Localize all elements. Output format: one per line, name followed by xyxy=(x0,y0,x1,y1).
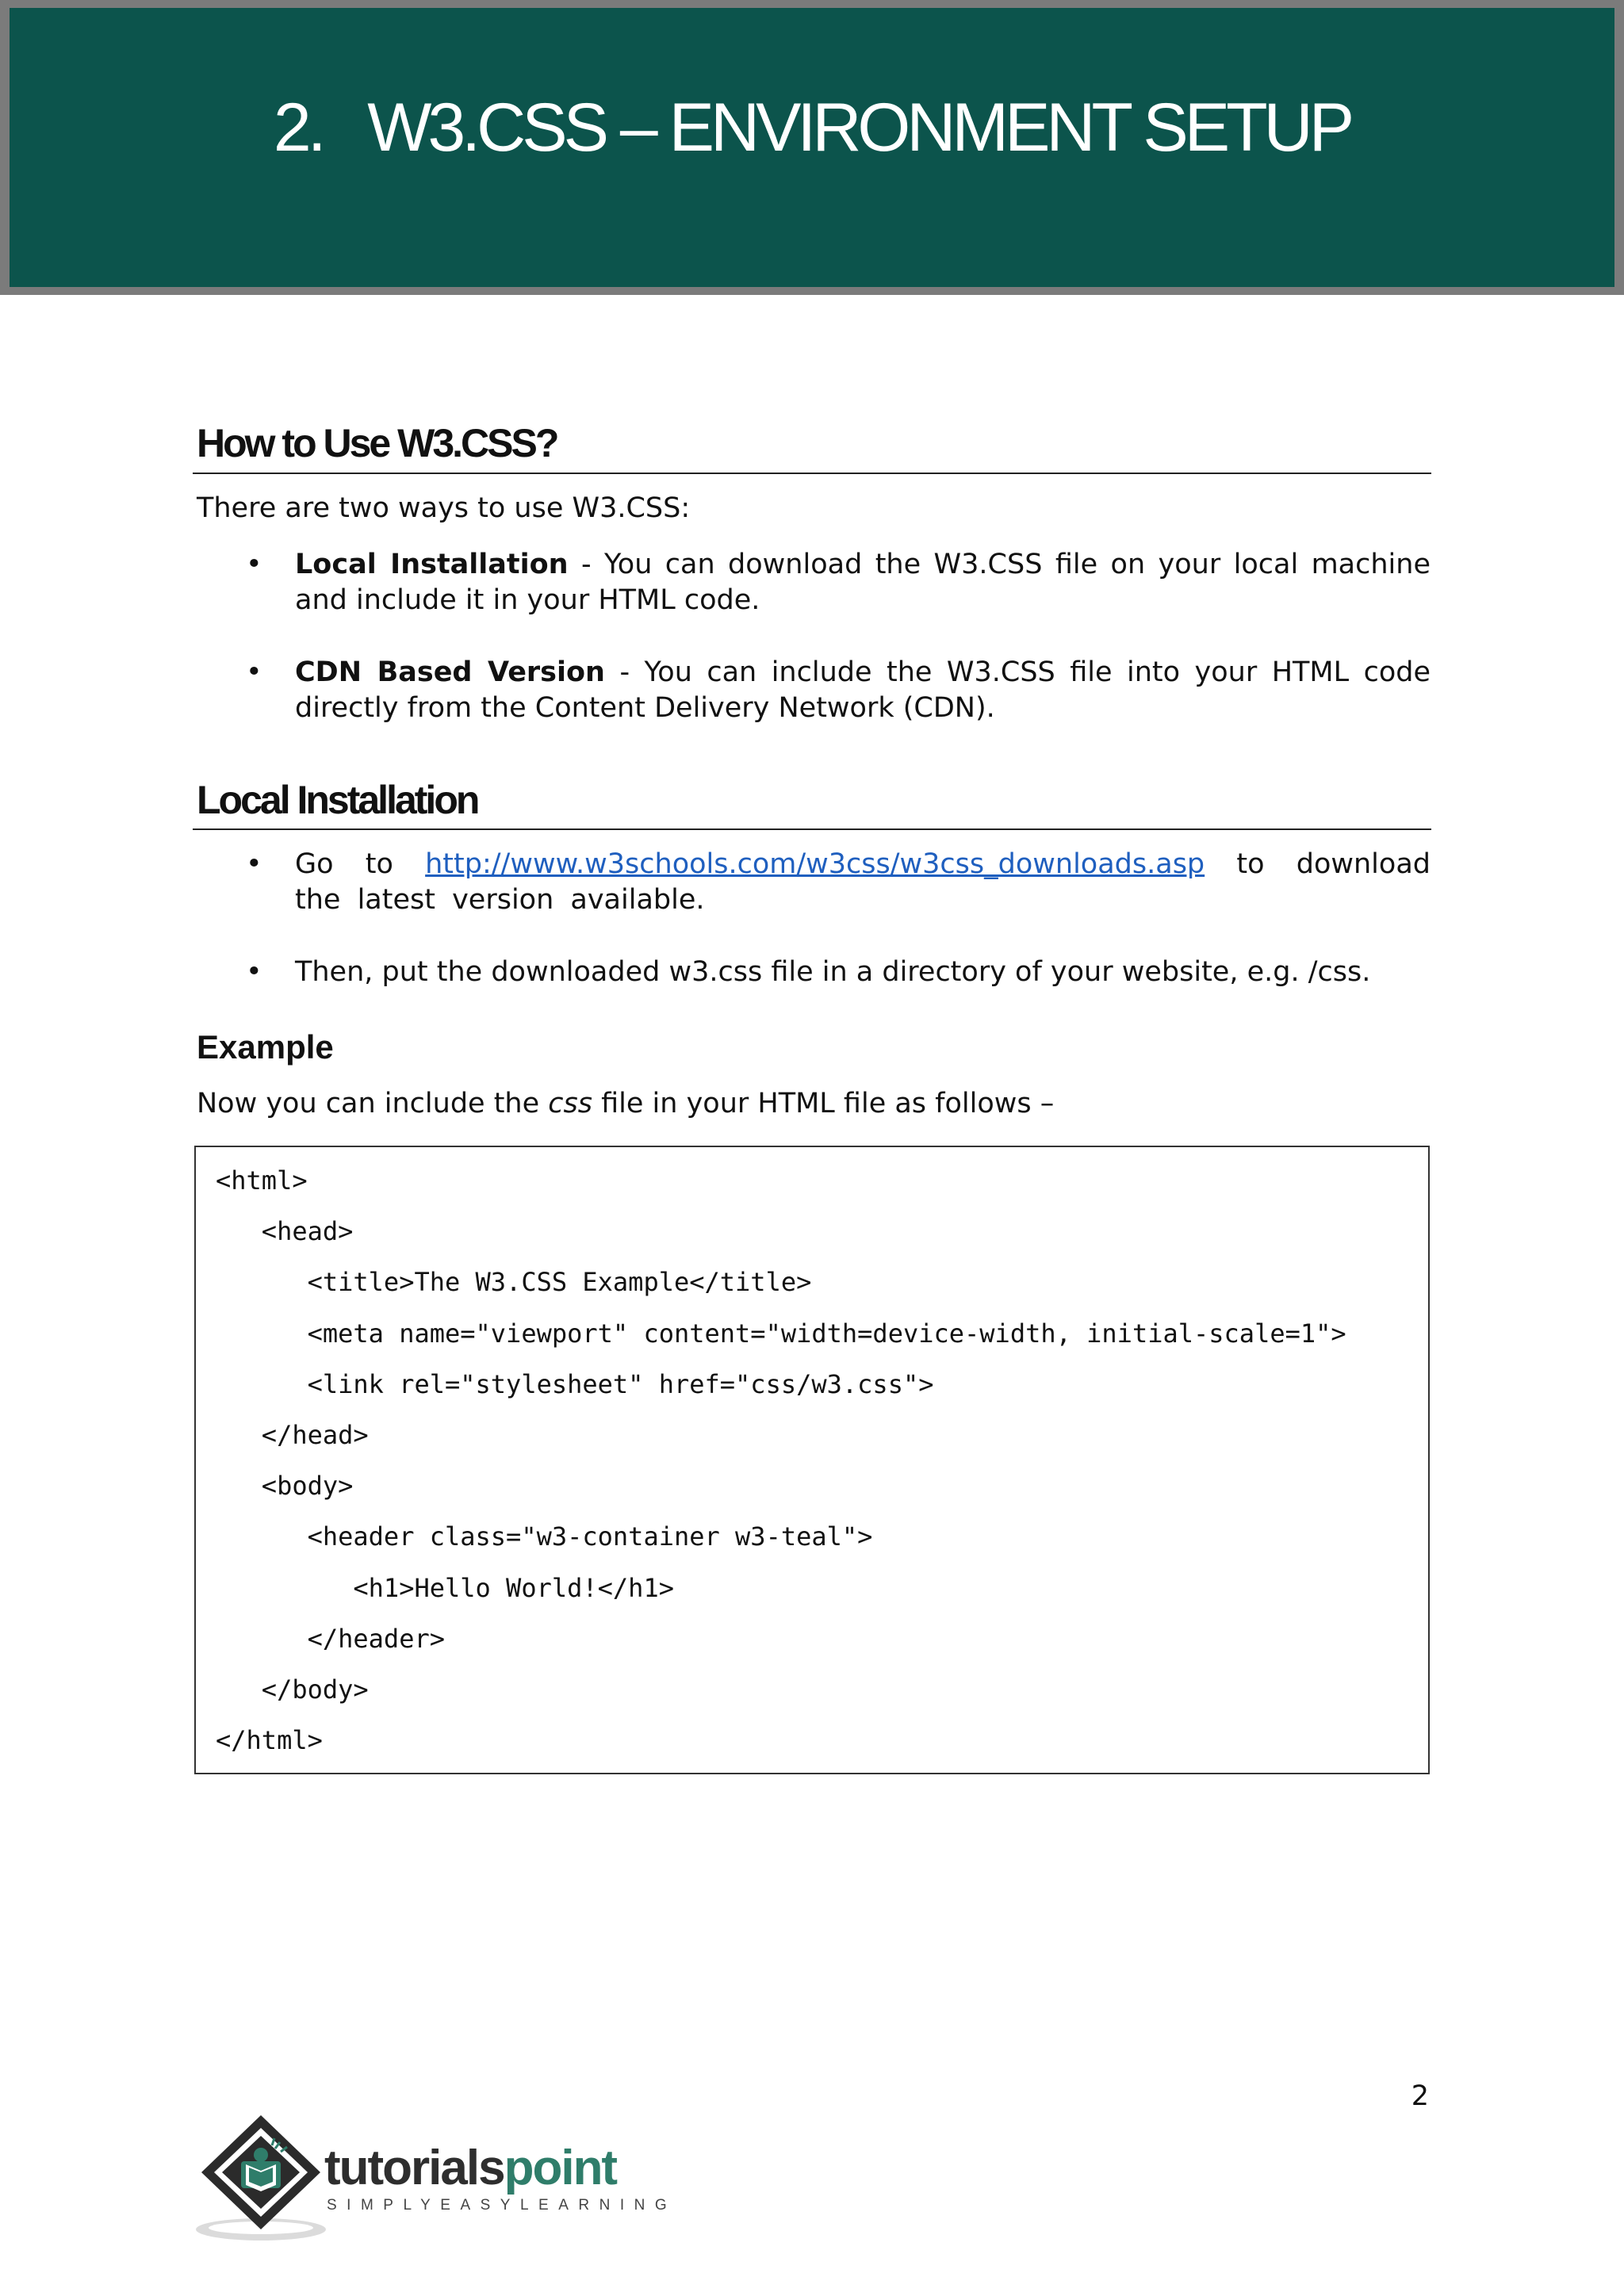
page-number: 2 xyxy=(1411,2080,1429,2112)
code-line: <title>The W3.CSS Example</title> xyxy=(216,1267,812,1297)
list-item-text xyxy=(295,547,1431,618)
code-line: </header> xyxy=(216,1624,445,1654)
section-rule xyxy=(193,473,1431,474)
code-line: <header class="w3-container w3-teal"> xyxy=(216,1521,873,1552)
code-line: <html> xyxy=(216,1165,308,1196)
logo-tagline: SIMPLYEASYLEARNING xyxy=(327,2197,677,2214)
list-item-text xyxy=(295,847,1431,918)
chapter-title: 2. W3.CSS – ENVIRONMENT SETUP xyxy=(273,90,1351,166)
code-line: </head> xyxy=(216,1420,369,1450)
bullet-icon: • xyxy=(246,549,262,580)
list-item-description: - You can include the W3.CSS file into your HTML code directly from the Content Delivery Network (CDN). xyxy=(295,656,1431,724)
example-heading: Example xyxy=(197,1028,334,1066)
list-item-suffix: to download the latest version available. xyxy=(295,848,1431,916)
logo-wordmark-part1: tutorials xyxy=(324,2141,504,2195)
example-intro-prefix: Now you can include the xyxy=(197,1088,549,1119)
logo-wordmark xyxy=(324,2141,617,2195)
list-item-text xyxy=(295,655,1431,726)
logo-wordmark-part2: point xyxy=(504,2141,617,2195)
section-heading-how-to-use: How to Use W3.CSS? xyxy=(197,421,557,465)
list-item-prefix: Go to xyxy=(295,848,426,880)
bullet-icon: • xyxy=(246,656,262,688)
tutorialspoint-logo xyxy=(193,2109,677,2244)
section-rule xyxy=(193,828,1431,830)
section-heading-local-installation: Local Installation xyxy=(197,778,478,822)
code-line: </html> xyxy=(216,1725,323,1755)
code-line: <h1>Hello World!</h1> xyxy=(216,1573,674,1603)
intro-paragraph: There are two ways to use W3.CSS: xyxy=(197,492,691,524)
list-item-term: Local Installation xyxy=(295,549,569,580)
code-line: <body> xyxy=(216,1471,354,1501)
code-line: <head> xyxy=(216,1216,354,1246)
code-block xyxy=(194,1146,1430,1774)
code-line: </body> xyxy=(216,1674,369,1705)
logo-diamond-icon xyxy=(193,2109,328,2244)
code-line: <meta name="viewport" content="width=device-width, initial-scale=1"> xyxy=(216,1318,1346,1349)
example-intro-italic: css xyxy=(548,1088,592,1119)
list-item-text: Then, put the downloaded w3.css file in a directory of your website, e.g. /css. xyxy=(295,956,1371,988)
example-intro xyxy=(197,1086,1431,1122)
bullet-icon: • xyxy=(246,848,262,880)
bullet-icon: • xyxy=(246,956,262,988)
chapter-banner xyxy=(0,0,1624,295)
downloads-link[interactable]: http://www.w3schools.com/w3css/w3css_downloads.asp xyxy=(425,848,1205,880)
list-item-term: CDN Based Version xyxy=(295,656,605,688)
code-line: <link rel="stylesheet" href="css/w3.css"> xyxy=(216,1369,934,1399)
example-intro-suffix: file in your HTML file as follows – xyxy=(592,1088,1055,1119)
list-item-description: - You can download the W3.CSS file on your local machine and include it in your HTML code. xyxy=(295,549,1431,616)
